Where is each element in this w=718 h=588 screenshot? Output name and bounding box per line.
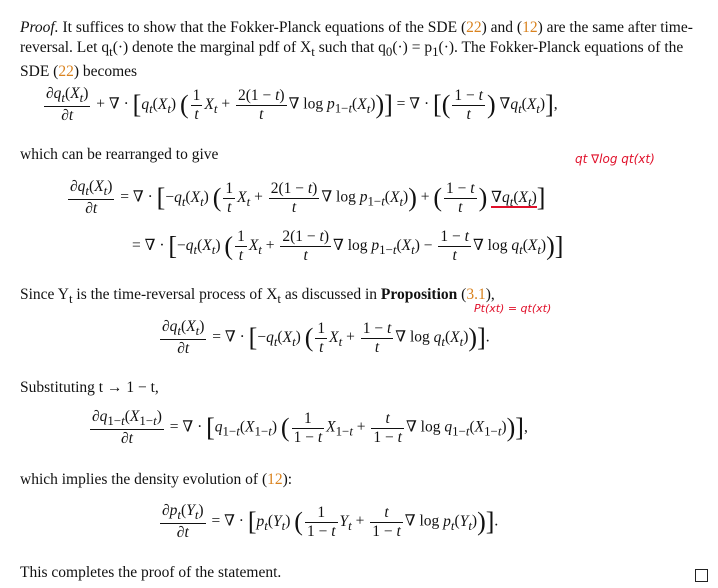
intro-paragraph: Proof. It suffices to show that the Fokker-Planck equations of the SDE (22) and (12) are the same after time-reversal. Let $q_t(\cdot)$ denote the marginal pdf of $X_t$ such that $q_0(\cdot) = p_1(\cdot)$. The Fokker-Planck equations of the SDE (22) becomes (20, 19, 693, 81)
substitution-paragraph: Substituting t → 1 − t, (20, 379, 159, 396)
proof-label: Proof. (20, 19, 59, 36)
equation-1: $\frac{\partial q_t(X_t)}{\partial t}$ + ∇ · [$q_t(X_t)$ ( $\frac{1}{t}$ $X_t$ + $\frac{2(1 - t)}{t}$ ∇ $\log p_{1-t}(X_t)$)] = ∇ · [( $\frac{1 - t}{t}$ ) $\nabla q_t(X_t)$], (46, 85, 558, 125)
annotation-1: qt ∇log qt(xt) (575, 152, 655, 166)
equation-5: $\frac{\partial p_t(Y_t)}{\partial t}$ = ∇ · [$p_t(Y_t)$ ( $\frac{1}{1 - t}$ $Y_t$ + $\frac{t}{1 - t}$ ∇ $\log p_t(Y_t)$)]. (162, 502, 499, 542)
annotation-2: Pt(xt) = qt(xt) (474, 302, 552, 315)
ref-12b[interactable]: 12 (267, 471, 283, 488)
equation-2a: $\frac{\partial q_t(X_t)}{\partial t}$ = ∇ · [$-q_t(X_t)$ ( $\frac{1}{t}$ $X_t$ + $\frac{2(1 - t)}{t}$ ∇ $\log p_{1-t}(X_t)$) + ( $\frac{1 - t}{t}$ ) $\nabla q_t(X_t)$] (70, 178, 546, 218)
ref-12[interactable]: 12 (522, 19, 538, 36)
proposition-label: Proposition (380, 286, 458, 303)
qed-square-icon (695, 569, 708, 582)
ref-3-1[interactable]: 3.1 (466, 286, 486, 303)
equation-2b: = ∇ · [$-q_t(X_t)$ ( $\frac{1}{t}$ $X_t$ + $\frac{2(1 - t)}{t}$ ∇ $\log p_{1-t}(X_t)$ − $\frac{1 - t}{t}$ ∇ $\log q_t(X_t)$)] (132, 228, 564, 264)
rearranged-paragraph: which can be rearranged to give (20, 146, 219, 163)
ref-22[interactable]: 22 (466, 19, 482, 36)
conclusion-paragraph: This completes the proof of the statement. (20, 564, 282, 581)
implication-paragraph: which implies the density evolution of (12): (20, 471, 293, 488)
equation-3: $\frac{\partial q_t(X_t)}{\partial t}$ = ∇ · [$-q_t(X_t)$ ( $\frac{1}{t}$ $X_t$ + $\frac{1 - t}{t}$ ∇ $\log q_t(X_t)$)]. (162, 318, 490, 358)
ref-22b[interactable]: 22 (58, 63, 74, 81)
equation-4: $\frac{\partial q_{1-t}(X_{1-t})}{\partial t}$ = ∇ · [$q_{1-t}(X_{1-t})$ ( $\frac{1}{1 - t}$ $X_{1-t}$ + $\frac{t}{1 - t}$ ∇ $\log q_{1-t}(X_{1-t})$)], (92, 408, 528, 448)
time-reversal-paragraph: Since $Y_t$ is the time-reversal process of $X_t$ as discussed in Proposition (3.1), (20, 286, 495, 307)
